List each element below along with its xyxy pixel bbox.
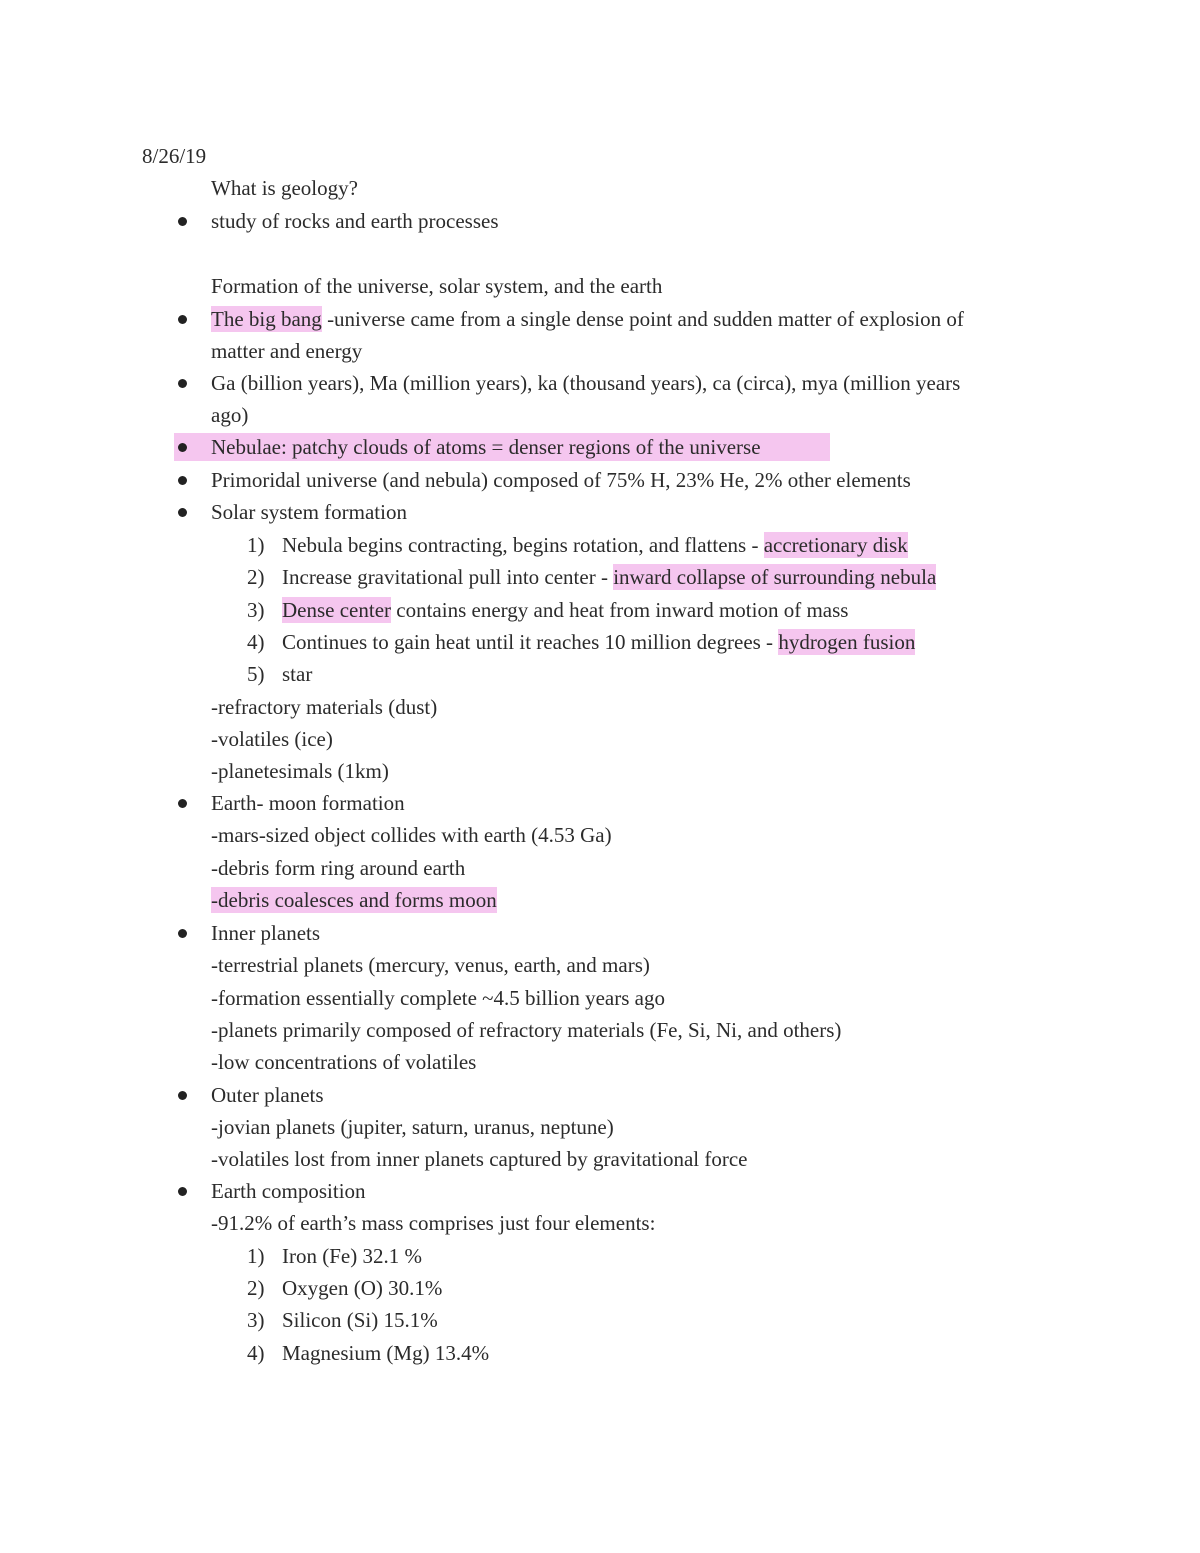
list-number: 2) [247,565,265,589]
bullet-text-primordial: Primoridal universe (and nebula) composed of 75% H, 23% He, 2% other elements [211,468,911,492]
list-item: Magnesium (Mg) 13.4% [282,1341,490,1365]
highlight: -debris coalesces and forms moon [211,888,497,912]
bullet-dot [178,1091,187,1100]
list-number: 3) [247,598,265,622]
note-line: -91.2% of earth’s mass comprises just four elements: [211,1211,656,1235]
bullet-text-outer-planets: Outer planets [211,1083,324,1107]
list-item: Silicon (Si) 15.1% [282,1308,438,1332]
list-item: Continues to gain heat until it reaches 10 million degrees - hydrogen fusion [282,630,916,654]
note-line: -volatiles (ice) [211,727,333,751]
list-number: 3) [247,1308,265,1332]
list-number: 4) [247,630,265,654]
highlight: inward collapse of surrounding nebula [613,565,937,589]
bullet-dot [178,799,187,808]
bullet-text-time-units: Ga (billion years), Ma (million years), ka (thousand years), ca (circa), mya (million years [211,371,961,395]
list-item: Nebula begins contracting, begins rotation, and flattens - accretionary disk [282,533,908,557]
heading-formation: Formation of the universe, solar system, and the earth [211,274,663,298]
highlight: hydrogen fusion [778,630,916,654]
bullet-dot [178,217,187,226]
note-line: -debris form ring around earth [211,856,466,880]
bullet-dot [178,1187,187,1196]
list-item: star [282,662,313,686]
bullet-text: study of rocks and earth processes [211,209,499,233]
note-line: -jovian planets (jupiter, saturn, uranus, neptune) [211,1115,614,1139]
list-item: Increase gravitational pull into center - inward collapse of surrounding nebula [282,565,937,589]
note-line: -low concentrations of volatiles [211,1050,477,1074]
heading-what-is-geology: What is geology? [211,176,358,200]
bullet-text-inner-planets: Inner planets [211,921,321,945]
list-item: Dense center contains energy and heat from inward motion of mass [282,598,849,622]
bullet-dot [178,379,187,388]
bullet-dot [178,315,187,324]
note-line: -planets primarily composed of refractory materials (Fe, Si, Ni, and others) [211,1018,842,1042]
bullet-text-earth-moon: Earth- moon formation [211,791,405,815]
list-number: 1) [247,1244,265,1268]
bullet-text-big-bang: The big bang -universe came from a single dense point and sudden matter of explosion of [211,307,964,331]
list-item: Oxygen (O) 30.1% [282,1276,443,1300]
note-line: -formation essentially complete ~4.5 billion years ago [211,986,665,1010]
note-line: -volatiles lost from inner planets captured by gravitational force [211,1147,748,1171]
note-line: -terrestrial planets (mercury, venus, earth, and mars) [211,953,650,977]
list-number: 5) [247,662,265,686]
bullet-text-continuation: matter and energy [211,339,363,363]
note-line: -refractory materials (dust) [211,695,438,719]
date-text: 8/26/19 [142,144,207,168]
highlight: The big bang [211,307,322,331]
list-item: Iron (Fe) 32.1 % [282,1244,422,1268]
note-line: -planetesimals (1km) [211,759,389,783]
bullet-text-nebulae: Nebulae: patchy clouds of atoms = denser regions of the universe [211,435,761,459]
list-number: 4) [247,1341,265,1365]
note-line: -mars-sized object collides with earth (4.53 Ga) [211,823,612,847]
note-line-highlighted [211,887,497,913]
bullet-dot [178,508,187,517]
bullet-text-earth-composition: Earth composition [211,1179,366,1203]
bullet-dot [178,929,187,938]
bullet-dot [178,443,187,452]
bullet-dot [178,476,187,485]
list-number: 1) [247,533,265,557]
list-number: 2) [247,1276,265,1300]
highlight: accretionary disk [763,533,908,557]
highlight: Dense center [282,598,392,622]
bullet-text-continuation: ago) [211,403,249,427]
bullet-text-solar-system: Solar system formation [211,500,407,524]
